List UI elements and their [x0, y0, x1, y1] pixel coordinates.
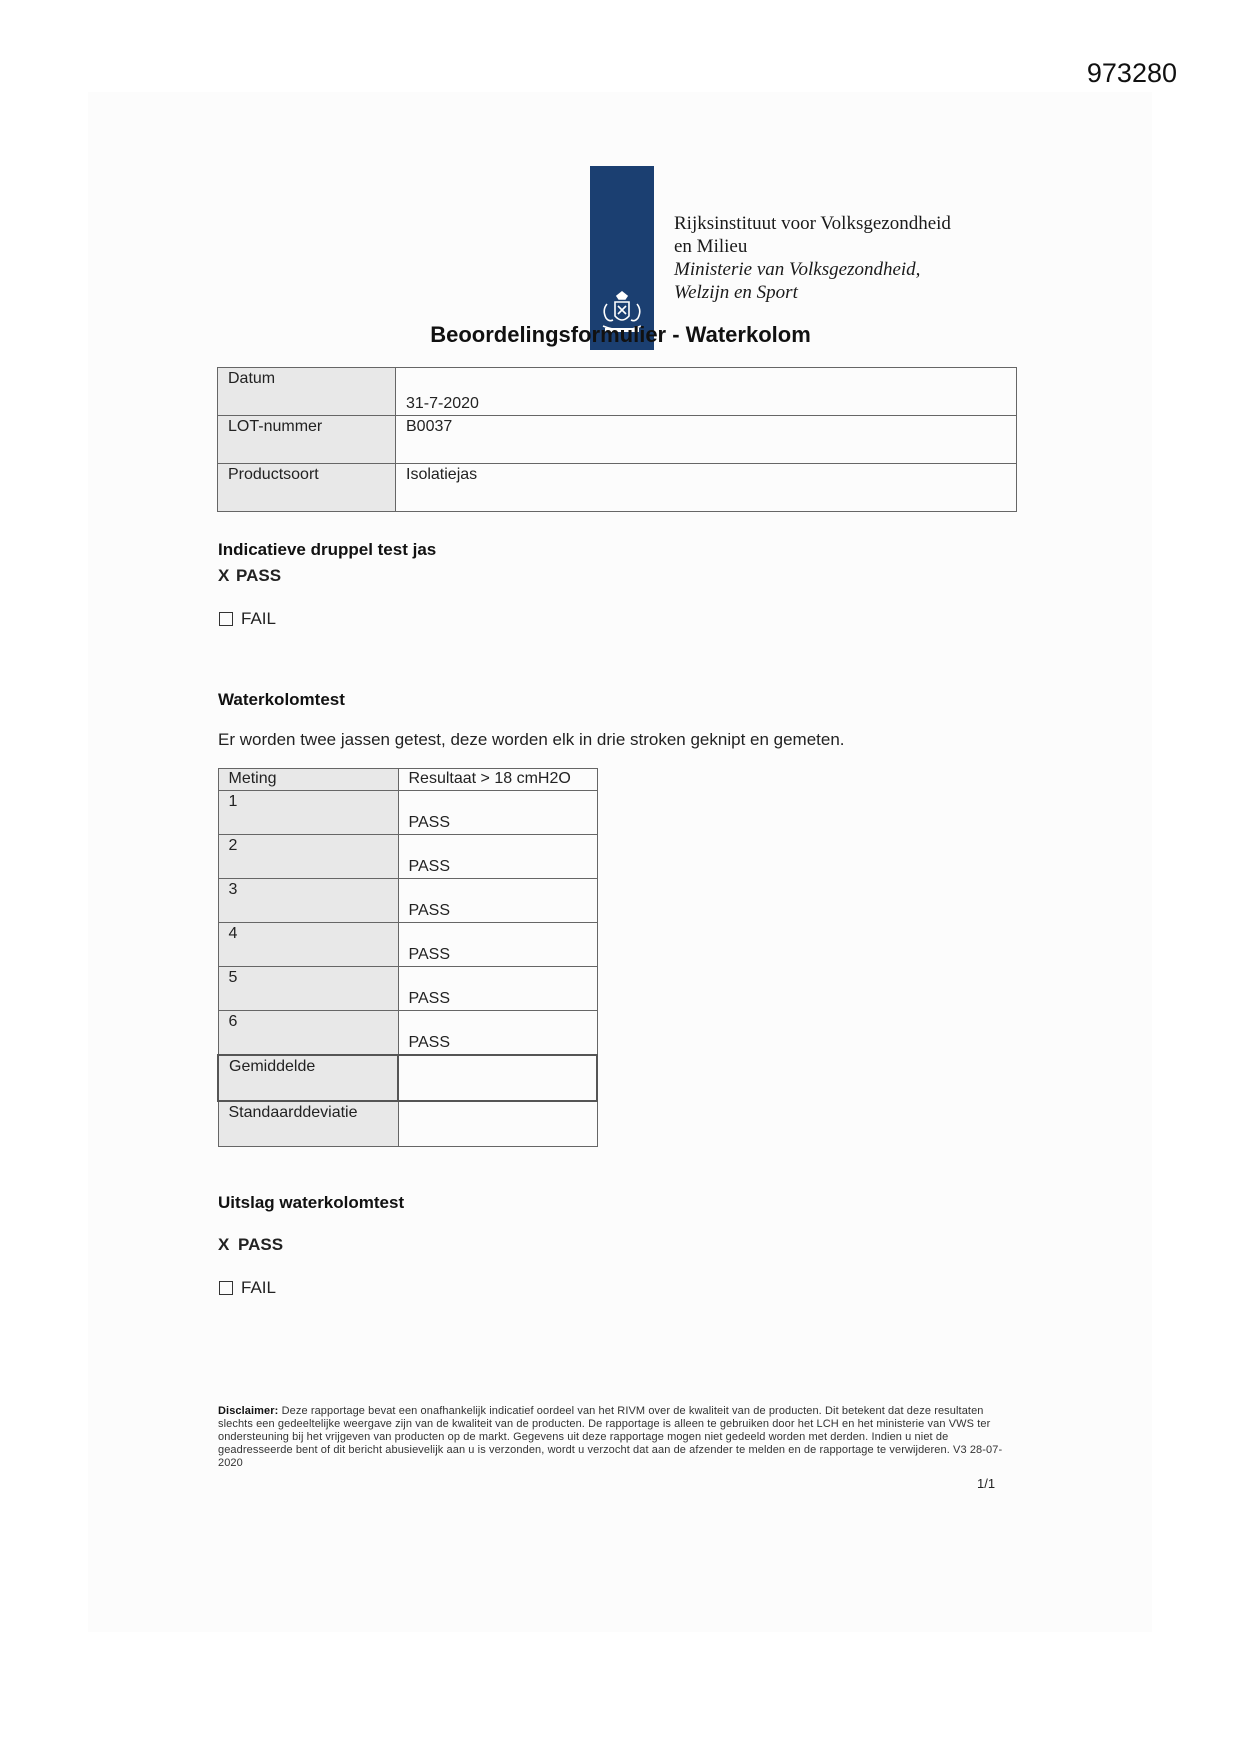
checked-mark-icon: X	[218, 566, 230, 585]
measurement-label: 6	[218, 1011, 398, 1055]
checked-mark-icon: X	[218, 1235, 230, 1254]
info-label: LOT-nummer	[218, 416, 396, 464]
measurement-value: PASS	[398, 967, 597, 1011]
table-header-row	[218, 769, 597, 791]
pass-label: PASS	[236, 566, 282, 585]
ministry-line-2: Welzijn en Sport	[674, 282, 798, 303]
table-row	[218, 879, 597, 923]
organisation-name	[674, 212, 951, 304]
drop-test-heading: Indicatieve druppel test jas	[218, 540, 437, 559]
stddev-value	[398, 1101, 597, 1147]
org-line-1: Rijksinstituut voor Volksgezondheid	[674, 213, 951, 234]
disclaimer-label: Disclaimer:	[218, 1405, 279, 1417]
table-row	[218, 967, 597, 1011]
info-value: Isolatiejas	[396, 464, 1017, 512]
org-line-2: en Milieu	[674, 236, 748, 257]
drop-test-pass-option	[218, 566, 281, 586]
pass-label: PASS	[238, 1235, 284, 1254]
ministry-line-1: Ministerie van Volksgezondheid,	[674, 259, 921, 280]
unchecked-box-icon	[219, 612, 233, 626]
table-row	[218, 923, 597, 967]
measurement-label: 5	[218, 967, 398, 1011]
stddev-row	[218, 1101, 597, 1147]
average-label: Gemiddelde	[218, 1055, 398, 1101]
table-row	[218, 791, 597, 835]
info-label: Datum	[218, 368, 396, 416]
average-value	[398, 1055, 597, 1101]
table-row	[218, 1011, 597, 1055]
water-column-heading: Waterkolomtest	[218, 690, 345, 709]
info-row-product	[218, 464, 1017, 512]
column-header-meting: Meting	[218, 769, 398, 791]
page-number: 1/1	[977, 1476, 996, 1491]
column-header-result: Resultaat > 18 cmH2O	[398, 769, 597, 791]
result-heading: Uitslag waterkolomtest	[218, 1193, 405, 1212]
average-row	[218, 1055, 597, 1101]
fail-label: FAIL	[241, 1278, 276, 1297]
info-value: 31-7-2020	[396, 368, 1017, 416]
fail-label: FAIL	[241, 609, 276, 628]
measurement-value: PASS	[398, 923, 597, 967]
result-pass-option	[218, 1235, 283, 1255]
measurement-value: PASS	[398, 1011, 597, 1055]
document-id: 973280	[1086, 58, 1177, 88]
measurement-label: 2	[218, 835, 398, 879]
measurement-value: PASS	[398, 879, 597, 923]
measurement-label: 1	[218, 791, 398, 835]
drop-test-fail-option	[219, 609, 276, 629]
info-row-lot	[218, 416, 1017, 464]
measurement-label: 4	[218, 923, 398, 967]
measurement-label: 3	[218, 879, 398, 923]
info-label: Productsoort	[218, 464, 396, 512]
measurement-value: PASS	[398, 791, 597, 835]
measurement-table	[217, 768, 598, 1147]
result-fail-option	[219, 1278, 276, 1298]
table-row	[218, 835, 597, 879]
stddev-label: Standaarddeviatie	[218, 1101, 398, 1147]
info-value: B0037	[396, 416, 1017, 464]
water-column-description: Er worden twee jassen getest, deze worden elk in drie stroken geknipt en gemeten.	[218, 730, 845, 749]
info-row-date	[218, 368, 1017, 416]
unchecked-box-icon	[219, 1281, 233, 1295]
info-table	[217, 367, 1017, 512]
disclaimer	[218, 1405, 1018, 1470]
measurement-value: PASS	[398, 835, 597, 879]
page-title: Beoordelingsformulier - Waterkolom	[430, 322, 811, 347]
disclaimer-text: Deze rapportage bevat een onafhankelijk indicatief oordeel van het RIVM over de kwaliteit van de producten. Dit betekent dat deze resultaten slechts een gedeeltelijke weergave zijn van de kwaliteit van de producten. De rapportage is alleen te gebruiken door het LCH en het ministerie van VWS ter ondersteuning bij het vrijgeven van producten op de markt. Gegevens uit deze rapportage mogen niet gedeeld worden met derden. Indien u niet de geadresseerde bent of dit bericht abusievelijk aan u is verzonden, wordt u verzocht dat aan de afzender te melden en de rapportage te verwijderen. V3 28-07-2020	[218, 1405, 1003, 1469]
